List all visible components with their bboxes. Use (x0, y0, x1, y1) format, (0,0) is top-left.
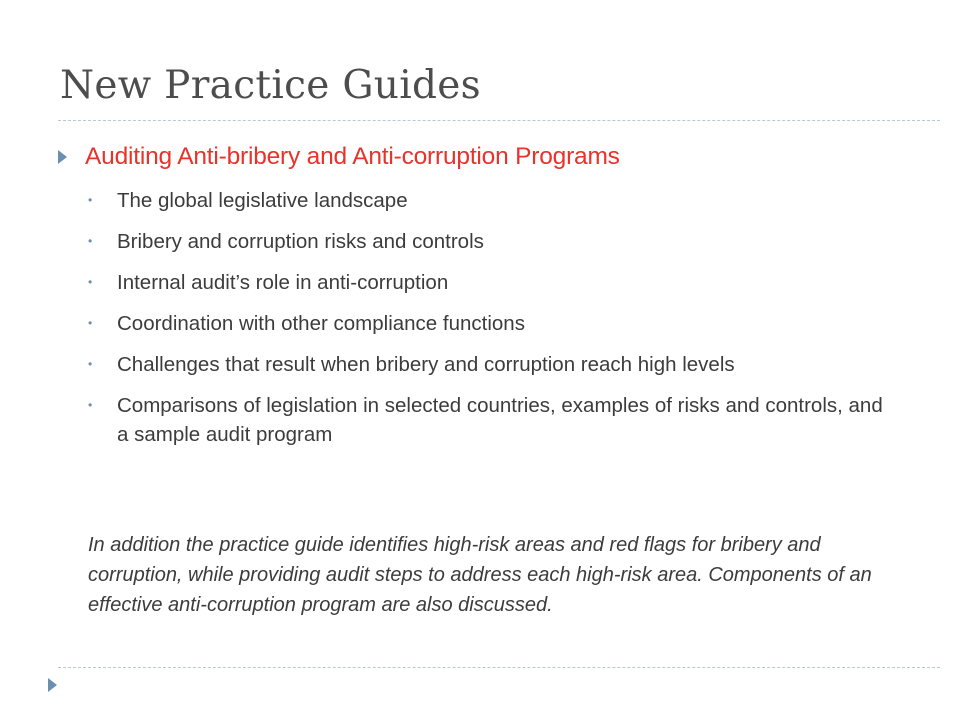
title-divider (58, 120, 940, 121)
list-item (88, 391, 898, 449)
list-item-text: The global legislative landscape (117, 189, 408, 212)
heading-text: Auditing Anti-bribery and Anti-corruption Programs (85, 143, 620, 170)
list-item (88, 268, 898, 297)
italic-note: In addition the practice guide identifies high-risk areas and red flags for bribery and corruption, while providing audit steps to address each high-risk area. Components of an effective anti-corruption program are also discussed. (88, 534, 872, 616)
list-item-text: Internal audit’s role in anti-corruption (117, 271, 449, 294)
list-item-text: Comparisons of legislation in selected countries, examples of risks and controls, and a sample audit program (117, 394, 883, 446)
list-item (88, 186, 898, 215)
slide-title: New Practice Guides (60, 63, 481, 108)
list-item (88, 227, 898, 256)
dot-icon: • (88, 357, 93, 371)
dot-icon: • (88, 234, 93, 248)
dot-icon: • (88, 316, 93, 330)
triangle-right-icon (58, 150, 67, 164)
triangle-right-icon (48, 678, 57, 692)
dot-icon: • (88, 193, 93, 207)
list-item-text: Coordination with other compliance functions (117, 312, 525, 335)
dot-icon: • (88, 275, 93, 289)
list-item-text: Bribery and corruption risks and controls (117, 230, 484, 253)
heading-bullet (58, 140, 620, 174)
list-item (88, 309, 898, 338)
footer-divider (58, 667, 940, 668)
dot-icon: • (88, 398, 93, 412)
sub-bullet-list (88, 186, 898, 461)
list-item (88, 350, 898, 379)
list-item-text: Challenges that result when bribery and corruption reach high levels (117, 353, 735, 376)
